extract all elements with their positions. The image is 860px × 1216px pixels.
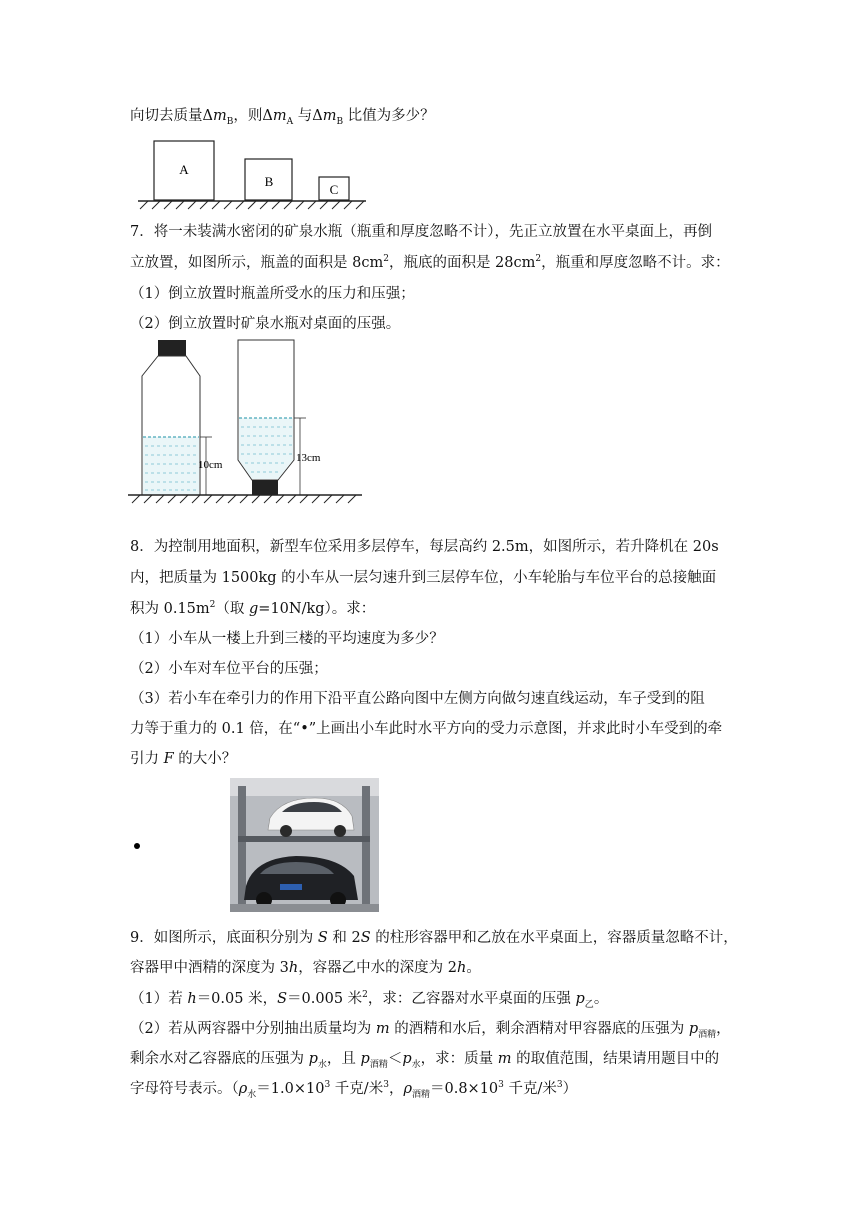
q7-line2: 立放置，如图所示，瓶盖的面积是 $8cm^2$，瓶底的面积是 $28cm^2$，瓶重和厚度忽略不计。求： xyxy=(130,254,730,271)
q9-line6: 字母符号表示。（$\rho_水=1.0\times 10^3$ 千克/米$^3$，$\rho_{酒精}=0.8\times 10^3$ 千克/米$^3$） xyxy=(130,1080,578,1100)
q9-line4: （2）若从两容器中分别抽出质量均为 m 的酒精和水后，剩余酒精对甲容器底的压强为 $p_{酒精}$， xyxy=(130,1021,731,1040)
label-b: B xyxy=(264,174,274,189)
label-c: C xyxy=(329,182,339,197)
q8-line4: （1）小车从一楼上升到三楼的平均速度为多少？ xyxy=(130,631,444,647)
height-label-left: 10cm xyxy=(198,459,223,471)
q7-line3: （1）倒立放置时瓶盖所受水的压力和压强； xyxy=(130,286,415,302)
q8-line1: 8．为控制用地面积，新型车位采用多层停车，每层高约 2.5m，如图所示，若升降机在 20s xyxy=(130,539,719,555)
height-label-right: 13cm xyxy=(296,452,321,464)
q7-line4: （2）倒立放置时矿泉水瓶对桌面的压强。 xyxy=(130,316,401,332)
q9-line1: 9．如图所示，底面积分别为 S 和 2S 的柱形容器甲和乙放在水平桌面上，容器质量忽略不计， xyxy=(130,930,738,946)
q8-line2: 内，把质量为 1500kg 的小车从一层匀速升到三层停车位，小车轮胎与车位平台的总接触面 xyxy=(130,570,717,586)
q7-line1: 7．将一未装满水密闭的矿泉水瓶（瓶重和厚度忽略不计），先正立放置在水平桌面上，再倒 xyxy=(130,224,712,240)
blocks-figure xyxy=(130,135,370,215)
q8-line8: 引力 F 的大小？ xyxy=(130,751,237,767)
force-point-dot xyxy=(134,843,140,849)
q8-line6: （3）若小车在牵引力的作用下沿平直公路向图中左侧方向做匀速直线运动，车子受到的阻 xyxy=(130,691,705,707)
q8-line3: 积为 $0.15m^2$（取 g=10N/kg）。求： xyxy=(130,600,376,617)
bottles-figure xyxy=(128,338,368,504)
q8-line5: （2）小车对车位平台的压强； xyxy=(130,661,328,677)
q6-tail-line: 向切去质量$\Delta m_B$，则$\Delta m_A$ 与$\Delta m_B$ 比值为多少？ xyxy=(130,108,435,127)
right-bottle-cap xyxy=(252,480,278,495)
q9-line3: （1）若 h＝0.05 米，S＝0.005 米$^2$，求：乙容器对水平桌面的压强 $p_乙$。 xyxy=(130,990,609,1010)
q8-line7: 力等于重力的 0.1 倍，在“•”上画出小车此时水平方向的受力示意图，并求此时小车受到的牵 xyxy=(130,721,723,737)
label-a: A xyxy=(179,162,189,177)
q9-line5: 剩余水对乙容器底的压强为 $p_水$，且 $p_{酒精}<p_水$，求：质量 m 的取值范围，结果请用题目中的 xyxy=(130,1051,720,1070)
parking-photo xyxy=(230,778,379,912)
q9-line2: 容器甲中酒精的深度为 3h，容器乙中水的深度为 2h。 xyxy=(130,960,481,976)
left-bottle-cap xyxy=(158,340,186,356)
